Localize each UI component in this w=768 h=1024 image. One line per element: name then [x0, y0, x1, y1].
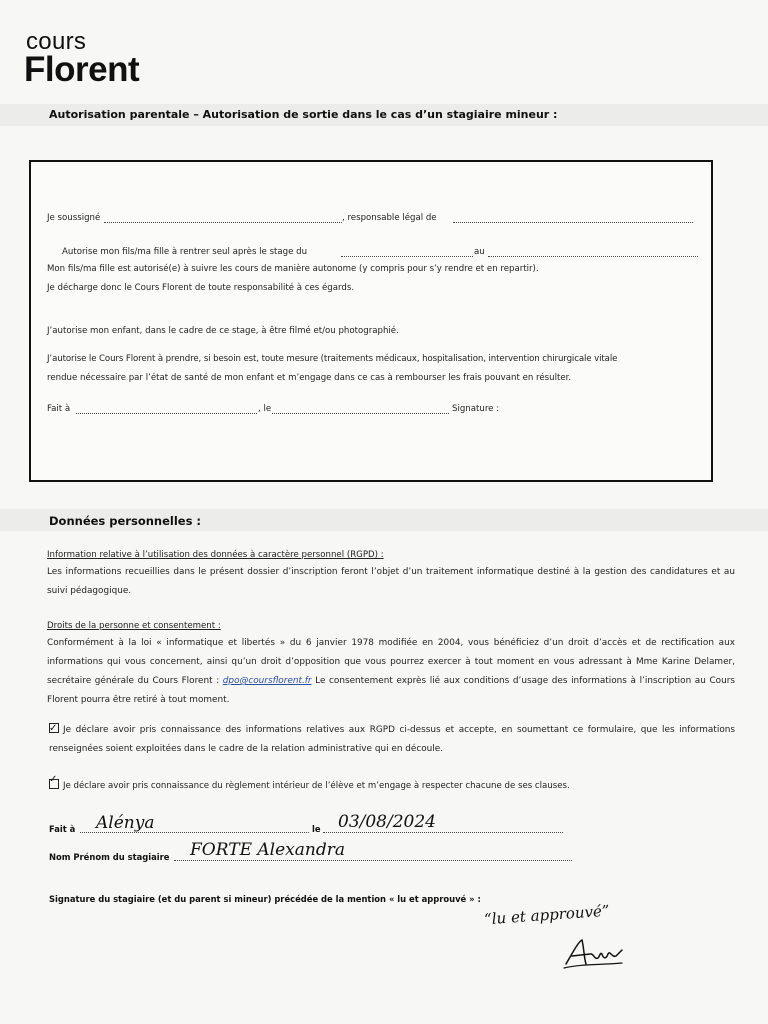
checked-checkbox-icon[interactable] [49, 779, 59, 789]
rgpd-consent-item [49, 721, 735, 759]
handwritten-signature [560, 934, 630, 974]
form-date-value: 03/08/2024 [338, 812, 436, 832]
dpo-email-link[interactable]: dpo@coursflorent.fr [222, 676, 312, 686]
authorization-title: Autorisation parentale – Autorisation de sortie dans le cas d’un stagiaire mineur : [49, 108, 558, 121]
auth-undersigned-label: Je soussigné [47, 213, 101, 223]
personal-data-title: Données personnelles : [49, 514, 202, 528]
rights-text-part1: Conformément à la loi « informatique et libertés » du 6 janvier 1978 modifiée en 2004, vous bénéficiez d’un droit d’accès et de rectification aux informations qui vous concernent, ainsi qu’un droit d’opposition que vous pourrez exercer à tout moment en vous adressant à Mme Karine Delamer, secrétaire générale du Cours Florent : [47, 638, 735, 686]
auth-date-field[interactable] [272, 404, 449, 414]
auth-discharge-text: Je décharge donc le Cours Florent de toute responsabilité à ces égards. [47, 283, 355, 293]
auth-le-label: , le [258, 404, 272, 414]
rules-consent-text: Je déclare avoir pris connaissance du règlement intérieur de l’élève et m’engage à respecter chacune de ses clauses. [63, 781, 570, 791]
checked-checkbox-icon[interactable] [49, 723, 59, 733]
rgpd-info-text [47, 563, 735, 601]
auth-fait-a-label: Fait à [47, 404, 71, 414]
authorization-box [29, 160, 713, 482]
form-fait-a-value: Alénya [96, 813, 155, 833]
auth-signature-label: Signature : [452, 404, 500, 414]
auth-fait-a-field[interactable] [76, 404, 257, 414]
auth-stage-au-label: au [474, 247, 485, 257]
auth-stage-end-field[interactable] [488, 247, 698, 257]
form-signature-label: Signature du stagiaire (et du parent si mineur) précédée de la mention « lu et approuvé » : [49, 894, 481, 904]
form-le-label: le [312, 824, 321, 834]
auth-medical-text-1: J’autorise le Cours Florent à prendre, si besoin est, toute mesure (traitements médicaux, hospitalisation, intervention chirurgicale vitale [47, 354, 618, 364]
logo-text-florent: Florent [24, 50, 140, 89]
rights-text-part2: Le consentement exprès lié aux conditions d’usage des informations à l’inscription au Cours Florent pourra être retiré à tout moment. [47, 676, 735, 705]
rights-heading: Droits de la personne et consentement : [47, 621, 221, 631]
rights-text [47, 634, 735, 710]
auth-autonomy-text: Mon fils/ma fille est autorisé(e) à suivre les cours de manière autonome (y compris pour s’y rendre et en repartir). [47, 264, 539, 274]
auth-undersigned-field[interactable] [104, 213, 342, 223]
auth-stage-dates-label: Autorise mon fils/ma fille à rentrer seul après le stage du [62, 247, 308, 257]
auth-child-name-field[interactable] [453, 213, 693, 223]
rgpd-info-heading: Information relative à l’utilisation des données à caractère personnel (RGPD) : [47, 550, 384, 560]
rgpd-consent-text: Je déclare avoir pris connaissance des informations relatives aux RGPD ci-dessus et accepte, en soumettant ce formulaire, que les informations renseignées soient exploitées dans le cadre de la relation administrative qui en découle. [49, 725, 735, 754]
form-name-value: FORTE Alexandra [190, 840, 345, 860]
auth-stage-start-field[interactable] [341, 247, 473, 257]
rules-consent-item [49, 779, 570, 791]
auth-medical-text-2: rendue nécessaire par l’état de santé de mon enfant et m’engage dans ce cas à rembourser les frais pouvant en résulter. [47, 373, 572, 383]
rgpd-info-paragraph: Les informations recueillies dans le présent dossier d’inscription feront l’objet d’un traitement informatique destiné à la gestion des candidatures et au suivi pédagogique. [47, 567, 735, 596]
form-fait-a-label: Fait à [49, 824, 76, 834]
auth-legal-guardian-label: , responsable légal de [342, 213, 437, 223]
logo-text-cours: cours [26, 28, 87, 55]
auth-filming-text: J’autorise mon enfant, dans le cadre de ce stage, à être filmé et/ou photographié. [47, 326, 399, 336]
handwritten-mention: “lu et approuvé” [483, 901, 611, 929]
form-name-label: Nom Prénom du stagiaire [49, 852, 170, 862]
